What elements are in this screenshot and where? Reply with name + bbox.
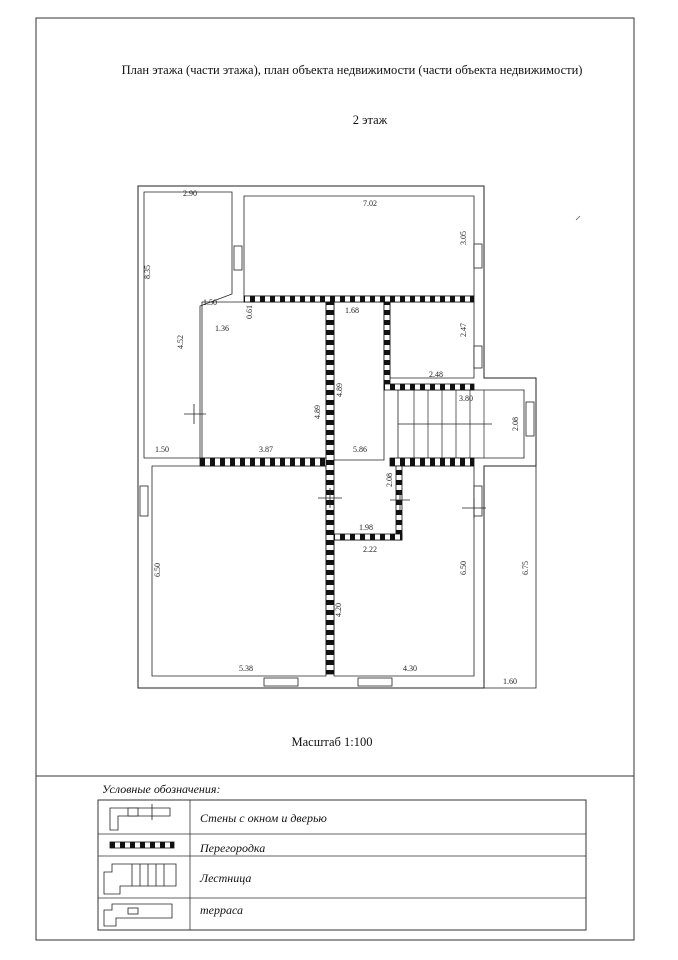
- scale-label: Масштаб 1:100: [291, 735, 373, 749]
- dim-label: 1.36: [215, 324, 229, 333]
- dim-label: 1.50: [203, 298, 217, 307]
- partition-top-horizontal: [244, 296, 474, 302]
- window-left-bottom: [140, 486, 148, 516]
- terrace-strip: [484, 466, 536, 688]
- dim-label: 4.89: [313, 405, 322, 419]
- window-bottom-1: [264, 678, 298, 686]
- dim-label: 4.20: [334, 603, 343, 617]
- partition-middle-right-horizontal: [384, 384, 474, 390]
- outer-wall-inner-line-top-room: [244, 196, 474, 296]
- dim-label: 1.98: [359, 523, 373, 532]
- window-top-right: [474, 244, 482, 268]
- dim-label: 2.90: [183, 189, 197, 198]
- dimension-labels: [143, 189, 530, 686]
- wall-middle-right-room: [390, 302, 474, 378]
- window-top-left: [234, 246, 242, 270]
- legend-title: Условные обозначения:: [102, 782, 221, 796]
- dim-label: 2.48: [429, 370, 443, 379]
- floor-label: 2 этаж: [352, 113, 388, 127]
- legend-label-walls: Стены с окном и дверью: [200, 811, 327, 825]
- legend-symbol-terrace: [104, 904, 172, 926]
- wall-bottom-left-room: [152, 466, 326, 676]
- partition-bathroom-vertical: [396, 466, 402, 540]
- partition-middle-right-vertical: [384, 302, 390, 388]
- partition-bottom-horizontal-left: [200, 458, 326, 466]
- dim-label: 1.68: [345, 306, 359, 315]
- windows: [140, 244, 534, 686]
- legend-label-terrace: терраса: [200, 903, 244, 917]
- legend-label-partition: Перегородка: [200, 841, 266, 855]
- dim-label: 1.50: [155, 445, 169, 454]
- dim-label: 5.38: [239, 664, 253, 673]
- window-right-middle: [474, 346, 482, 368]
- plan-title: План этажа (части этажа), план объекта недвижимости (части объекта недвижимости): [121, 63, 583, 77]
- stair-steps: [398, 390, 492, 458]
- dim-label: 1.60: [503, 677, 517, 686]
- partition-bottom-horizontal-right: [390, 458, 474, 466]
- dim-label: 8.35: [143, 265, 152, 279]
- legend-table: [98, 800, 586, 930]
- floor-plan: [138, 186, 580, 688]
- dim-label: 3.87: [259, 445, 273, 454]
- dim-label: 6.75: [521, 561, 530, 575]
- sheet-border: [36, 18, 634, 940]
- window-right-bottom: [474, 486, 482, 516]
- dim-label: 4.89: [335, 383, 344, 397]
- dim-label: 2.08: [511, 417, 520, 431]
- dim-label: 3.05: [459, 231, 468, 245]
- legend-label-stairs: Лестница: [200, 871, 252, 885]
- legend-symbol-stairs: [104, 864, 176, 894]
- dim-label: 0.61: [245, 305, 254, 319]
- dim-label: 2.47: [459, 323, 468, 337]
- wall-bottom-right-room: [334, 466, 474, 676]
- window-stair: [526, 402, 534, 436]
- dim-label: 6.50: [459, 561, 468, 575]
- legend-symbol-walls: [110, 804, 170, 830]
- wall-middle-room: [334, 302, 384, 460]
- legend-symbol-partition: [110, 842, 174, 848]
- legend: [98, 782, 586, 930]
- dim-label: 4.30: [403, 664, 417, 673]
- dim-label: 4.52: [176, 335, 185, 349]
- dim-label: 3.80: [459, 394, 473, 403]
- dim-label: 2.08: [385, 473, 394, 487]
- partition-bathroom-horizontal: [334, 534, 402, 540]
- dim-label: 6.50: [153, 563, 162, 577]
- window-bottom-2: [358, 678, 392, 686]
- dim-label: 2.22: [363, 545, 377, 554]
- misc-marks: [576, 216, 580, 220]
- dim-label: 5.86: [353, 445, 367, 454]
- dim-label: 7.02: [363, 199, 377, 208]
